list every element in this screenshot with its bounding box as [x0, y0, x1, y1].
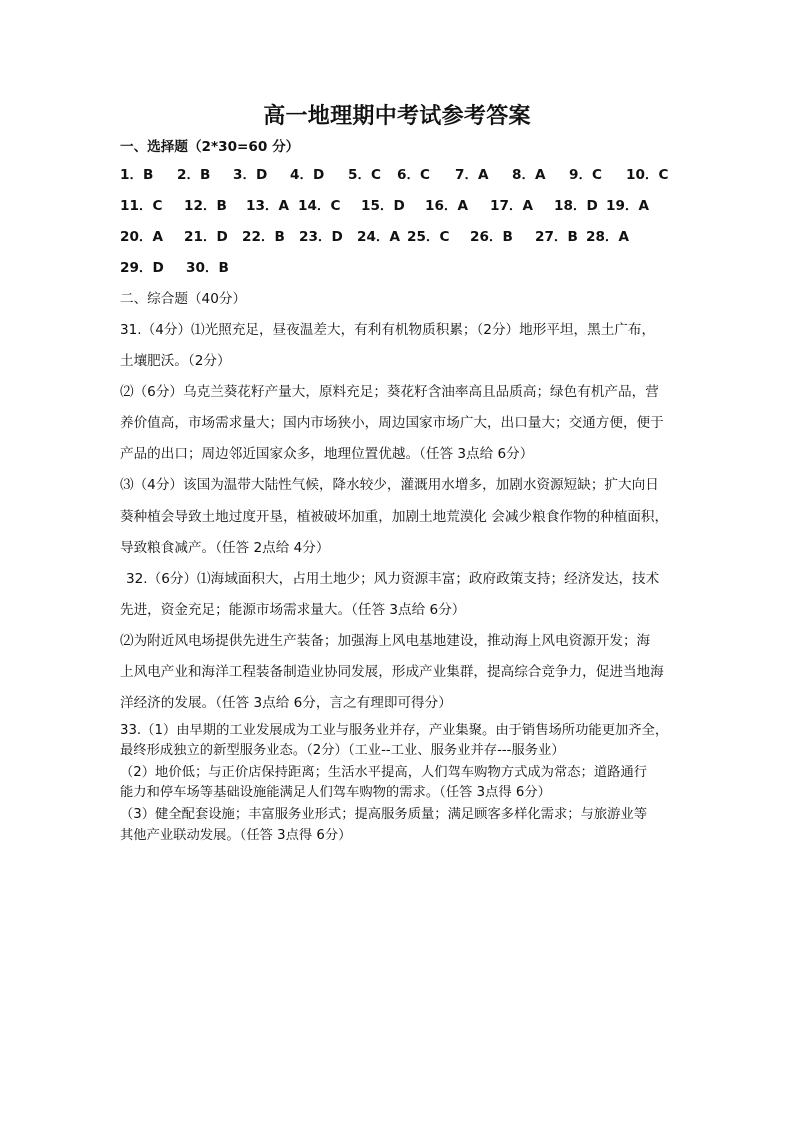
q32-part1-line2: 先进，资金充足；能源市场需求量大。（任答 3点给 6分） [120, 602, 466, 618]
q31-part2-line1: ⑵（6分）乌克兰葵花籽产量大，原料充足；葵花籽含油率高且品质高；绿色有机产品，营 [120, 384, 659, 400]
answer-19: 19．A [606, 198, 650, 214]
answer-10: 10．C [626, 167, 669, 183]
q33-part2-line2: 能力和停车场等基础设施能满足人们驾车购物的需求。（任答 3点得 6分） [120, 785, 551, 800]
q31-part3-line1: ⑶（4分）该国为温带大陆性气候，降水较少，灌溉用水增多，加剧水资源短缺；扩大向日 [120, 477, 659, 493]
answer-24: 24．A [357, 229, 401, 245]
q33-part3-line2: 其他产业联动发展。（任答 3点得 6分） [120, 828, 352, 843]
q32-part2-line1: ⑵为附近风电场提供先进生产装备；加强海上风电基地建设，推动海上风电资源开发；海 [120, 633, 651, 649]
answer-23: 23．D [299, 229, 343, 245]
multiple-choice-heading: 一、选择题（2*30=60 分） [120, 139, 300, 155]
q33-part2-line1: （2）地价低；与正价店保持距离；生活水平提高，人们驾车购物方式成为常态；道路通行 [120, 765, 648, 780]
answer-21: 21．D [184, 229, 228, 245]
answer-6: 6．C [397, 167, 431, 183]
q31-part3-line2: 葵种植会导致土地过度开垦，植被破坏加重，加剧土地荒漠化 会减少粮食作物的种植面积， [120, 509, 669, 525]
answer-5: 5．C [348, 167, 382, 183]
answer-row-1 [120, 165, 680, 185]
answer-2: 2．B [177, 167, 211, 183]
answer-29: 29．D [120, 260, 164, 276]
answer-row-2 [120, 196, 680, 216]
answer-18: 18．D [554, 198, 598, 214]
answer-17: 17．A [490, 198, 534, 214]
answer-9: 9．C [569, 167, 603, 183]
answer-16: 16．A [425, 198, 469, 214]
q31-part2-line3: 产品的出口；周边邻近国家众多，地理位置优越。（任答 3点给 6分） [120, 446, 534, 462]
answer-26: 26．B [470, 229, 513, 245]
q31-part1-line1: 31.（4分）⑴光照充足，昼夜温差大，有利有机物质积累；（2分）地形平坦，黑土广布， [120, 322, 656, 338]
answer-7: 7．A [455, 167, 489, 183]
q31-part3-line3: 导致粮食减产。（任答 2点给 4分） [120, 540, 330, 556]
answer-14: 14．C [298, 198, 341, 214]
answer-27: 27．B [535, 229, 578, 245]
q33-part1-line2: 最终形成独立的新型服务业态。（2分）（工业--工业、服务业并存---服务业） [120, 743, 565, 758]
answer-8: 8．A [512, 167, 546, 183]
answer-4: 4．D [290, 167, 325, 183]
answer-12: 12．B [184, 198, 227, 214]
answer-28: 28．A [586, 229, 630, 245]
q31-part1-line2: 土壤肥沃。（2分） [120, 353, 231, 369]
q32-part2-line2: 上风电产业和海洋工程装备制造业协同发展，形成产业集群，提高综合竞争力，促进当地海 [120, 664, 664, 680]
q32-part2-line3: 洋经济的发展。（任答 3点给 6分，言之有理即可得分） [120, 695, 452, 711]
answer-20: 20．A [120, 229, 164, 245]
q31-part2-line2: 养价值高，市场需求量大；国内市场狭小，周边国家市场广大，出口量大；交通方便，便于 [120, 415, 664, 431]
answer-15: 15．D [361, 198, 405, 214]
q32-part1-line1: 32.（6分）⑴海域面积大，占用土地少；风力资源丰富；政府政策支持；经济发达，技术 [126, 571, 660, 587]
page-title: 高一地理期中考试参考答案 [263, 103, 531, 129]
answer-30: 30．B [186, 260, 229, 276]
answer-25: 25．C [407, 229, 450, 245]
answer-3: 3．D [233, 167, 268, 183]
q33-part3-line1: （3）健全配套设施；丰富服务业形式；提高服务质量；满足顾客多样化需求；与旅游业等 [120, 807, 648, 822]
answer-row-4 [120, 258, 680, 278]
comprehensive-heading: 二、综合题（40分） [120, 291, 247, 307]
answer-13: 13．A [246, 198, 290, 214]
answer-row-3 [120, 227, 680, 247]
answer-11: 11．C [120, 198, 163, 214]
answer-22: 22．B [242, 229, 285, 245]
answer-1: 1．B [120, 167, 154, 183]
q33-part1-line1: 33.（1）由早期的工业发展成为工业与服务业并存，产业集聚。由于销售场所功能更加齐全， [120, 723, 669, 738]
